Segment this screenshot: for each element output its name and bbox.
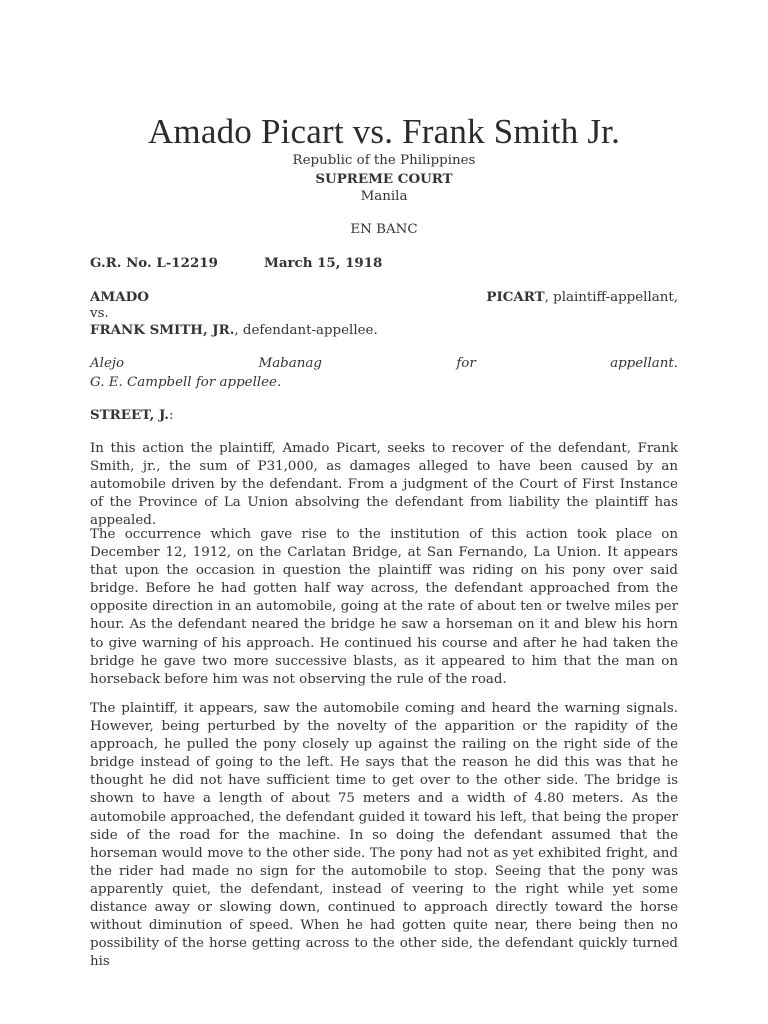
counsel-word: for	[456, 356, 476, 371]
defendant-name: FRANK SMITH, JR.	[90, 322, 235, 338]
body-paragraph: The plaintiff, it appears, saw the automobile coming and heard the warning signals. However, being perturbed by the novelty of the apparition or the rapidity of the approach, he pulled the pony closely up against the railing on the right side of the bridge instead of going to the left. He says that the reason he did this was that he thought he did not have sufficient time to get over to the other side. The bridge is shown to have a length of about 75 meters and a width of 4.80 meters. As the automobile approached, the defendant guided it toward his left, that being the proper side of the road for the machine. In so doing the defendant assumed that the horseman would move to the other side. The pony had not as yet exhibited fright, and the rider had made no sign for the automobile to stop. Seeing that the pony was apparently quiet, the defendant, instead of veering to the right while yet some distance away or slowing down, continued to approach directly toward the horse without diminution of speed. When he had gotten quite near, there being then no possibility of the horse getting across to the other side, the defendant quickly turned his	[90, 701, 678, 970]
body-paragraph: In this action the plaintiff, Amado Picart, seeks to recover of the defendant, Frank Smith, jr., the sum of P31,000, as damages alleged to have been caused by an automobile driven by the defendant. From a judgment of the Court of First Instance of the Province of La Union absolving the defendant from liability the plaintiff has appealed.	[90, 441, 678, 529]
defendant-line	[90, 321, 678, 340]
gr-number: G.R. No. L-12219	[90, 255, 218, 271]
decision-date: March 15, 1918	[264, 255, 383, 271]
division-label: EN BANC	[350, 222, 418, 237]
counsel-word: Mabanag	[258, 356, 322, 371]
appellee-counsel: G. E. Campbell for appellee.	[90, 375, 282, 390]
court-city: Manila	[360, 189, 408, 204]
republic-line: Republic of the Philippines	[292, 153, 476, 168]
document-title: Amado Picart vs. Frank Smith Jr.	[147, 112, 621, 151]
court-name: SUPREME COURT	[315, 171, 453, 187]
counsel-word: appellant.	[610, 356, 678, 371]
defendant-role: , defendant-appellee.	[234, 323, 378, 338]
case-number-row	[90, 255, 383, 271]
opinion-author: STREET, J.	[90, 407, 169, 423]
plaintiff-role: , plaintiff-appellant,	[544, 290, 678, 305]
versus-label: vs.	[90, 306, 109, 321]
opinion-author-line	[90, 406, 678, 425]
author-colon: :	[168, 408, 174, 423]
body-paragraph: The occurrence which gave rise to the institution of this action took place on December 12, 1912, on the Carlatan Bridge, at San Fernando, La Union. It appears that upon the occasion in question the plaintiff was riding on his pony over said bridge. Before he had gotten half way across, the defendant approached from the opposite direction in an automobile, going at the rate of about ten or twelve miles per hour. As the defendant neared the bridge he saw a horseman on it and blew his horn to give warning of his approach. He continued his course and after he had taken the bridge he gave two more successive blasts, as it appeared to him that the man on horseback before him was not observing the rule of the road.	[90, 527, 678, 687]
appellant-counsel	[90, 356, 678, 371]
plaintiff-first-name: AMADO	[90, 289, 149, 305]
counsel-word: Alejo	[90, 356, 125, 371]
plaintiff-last-name: PICART	[486, 289, 545, 305]
